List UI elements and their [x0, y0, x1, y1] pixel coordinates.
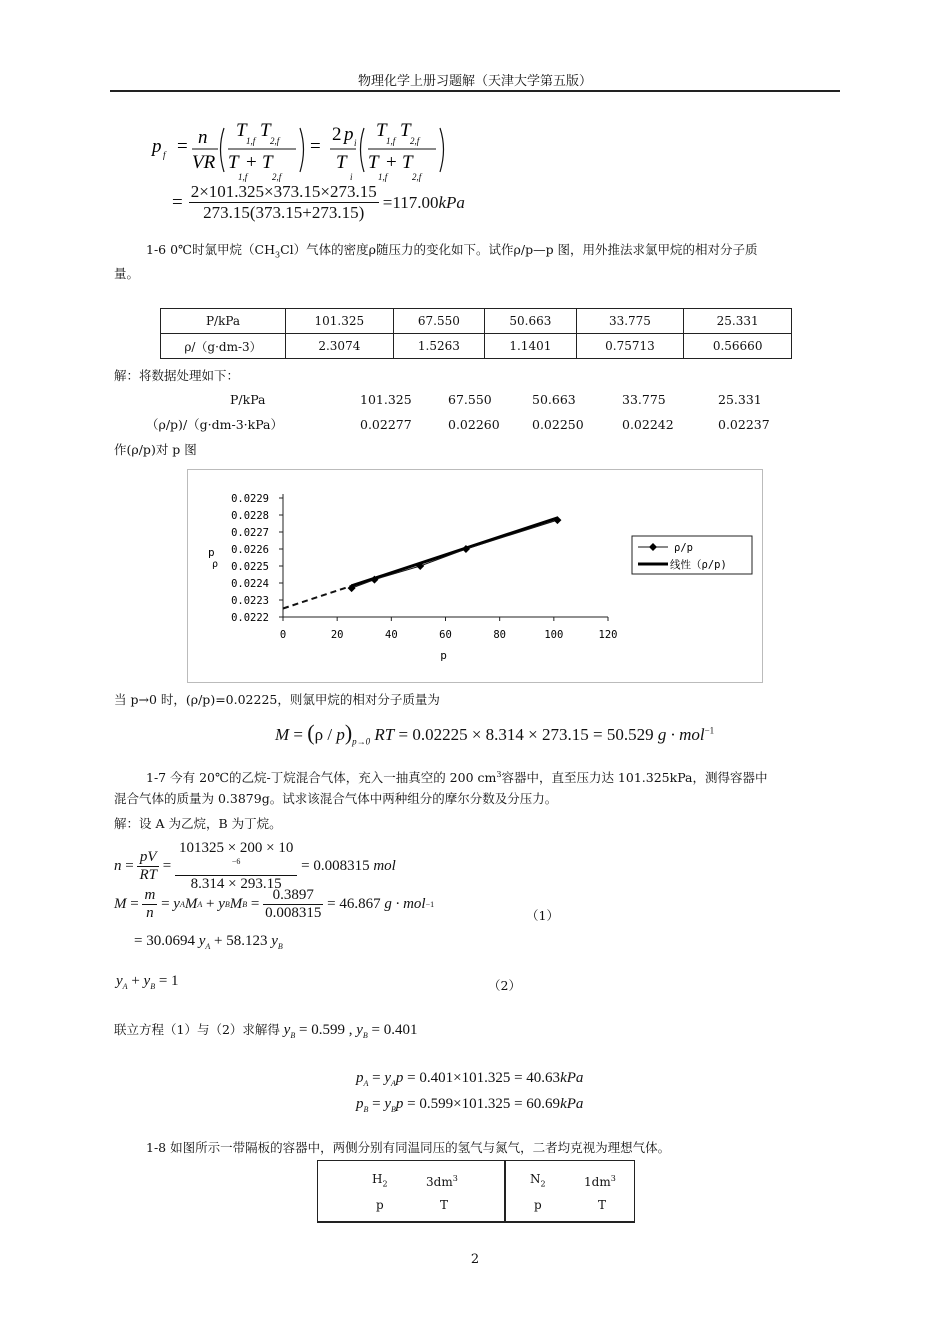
formula-m-1-6: $M = (\rho / p)_{p\to 0}$ RT = 0.02225 × 8.314 × 273.15 = 50.529 g · mol$^{-1}$ — [275, 720, 715, 747]
extrapolation-line — [283, 586, 352, 609]
table-cell: ρ/（g·dm-3） — [161, 334, 286, 359]
y-tick-label: 0.0228 — [231, 510, 269, 522]
solve-vals: = 0.599 , — [298, 1022, 353, 1038]
formula-pf-den: 273.15(373.15+273.15) — [203, 203, 365, 222]
svg-text:T: T — [368, 152, 379, 173]
m-den: 0.008315 — [265, 905, 322, 921]
table-cell: 25.331 — [684, 309, 792, 334]
right-gas-sub: 2 — [540, 1179, 546, 1189]
y-axis-label: p — [208, 546, 215, 559]
right-pressure: p — [534, 1198, 542, 1212]
left-pressure: p — [376, 1198, 384, 1212]
svg-text:T: T — [336, 152, 347, 173]
problem-1-7-intro — [146, 765, 846, 788]
svg-text:T: T — [260, 120, 271, 141]
right-volume-sup: 3 — [610, 1174, 616, 1183]
svg-text:p: p — [344, 124, 354, 145]
left-temp: T — [440, 1198, 449, 1212]
pa-unit: kPa — [560, 1070, 584, 1086]
p17-intro-a: 1-7 今有 20℃的乙烷-丁烷混合气体，充入一抽真空的 200 cm — [146, 770, 497, 786]
solve-text: 联立方程（1）与（2）求解得 — [114, 1022, 280, 1037]
pb-unit: kPa — [560, 1096, 584, 1112]
x-tick-label: 100 — [544, 629, 564, 641]
formula-pf-result: 117.00 — [392, 192, 439, 212]
m-result: = 46.867 — [327, 896, 381, 912]
x-axis-label: p — [440, 649, 447, 662]
n-den: 8.314 × 293.15 — [190, 876, 282, 892]
processed-cell: 0.02250 — [532, 417, 584, 432]
extrapolation-text: 当 p→0 时，(ρ/p)=0.02225，则氯甲烷的相对分子质量为 — [114, 692, 440, 707]
svg-text:+: + — [246, 152, 257, 173]
svg-text:T: T — [400, 120, 411, 141]
formula-m-line2: = 30.0694 $y_A + 58.123$ $y_B$ — [134, 933, 283, 951]
table-cell: 33.775 — [576, 309, 684, 334]
left-gas-sub: 2 — [382, 1179, 388, 1189]
eq2-expr: = 1 — [158, 973, 179, 989]
eq1-tag: （1） — [526, 908, 559, 923]
formula-pb: $p_B = y_Bp = 0.599\times 101.325 = 60.69kPa$ — [356, 1096, 584, 1114]
left-volume-sup: 3 — [452, 1174, 458, 1183]
processed-cell: 101.325 — [360, 392, 412, 407]
svg-text:=: = — [310, 136, 321, 157]
right-volume — [584, 1169, 616, 1192]
problem-1-6-intro — [146, 240, 846, 266]
container-diagram — [317, 1160, 635, 1223]
n-unit: mol — [373, 858, 396, 874]
y-tick-label: 0.0222 — [231, 612, 269, 624]
x-tick-label: 120 — [598, 629, 618, 641]
left-volume-value: 3dm — [426, 1175, 453, 1189]
m-exp: −1 — [425, 900, 435, 909]
solution-label-1-7: 解：设 A 为乙烷，B 为丁烷。 — [114, 816, 282, 831]
plot-label: 作(ρ/p)对 p 图 — [114, 442, 197, 457]
svg-text:1,f: 1,f — [246, 136, 256, 146]
table-cell: 1.5263 — [393, 334, 484, 359]
processed-label-p: P/kPa — [230, 392, 266, 407]
svg-text:+: + — [386, 152, 397, 173]
svg-text:i: i — [350, 172, 353, 182]
formula-pa: $p_A = y_Ap = 0.401\times 101.325 = 40.63kPa$ — [356, 1070, 584, 1088]
p16-intro-b: Cl）气体的密度ρ随压力的变化如下。试作ρ/p—p 图，用外推法求氯甲烷的相对分子质 — [280, 242, 758, 257]
svg-text:T: T — [376, 120, 387, 141]
n-result: = 0.008315 — [301, 858, 370, 874]
y-tick-label: 0.0226 — [231, 544, 269, 556]
processed-cell: 0.02277 — [360, 417, 412, 432]
left-volume — [426, 1169, 458, 1192]
n-num-exp: −6 — [231, 857, 241, 866]
page-number: 2 — [470, 1252, 480, 1267]
svg-text:1,f: 1,f — [386, 136, 396, 146]
table-cell: 50.663 — [485, 309, 576, 334]
x-tick-label: 20 — [330, 629, 344, 641]
y-tick-label: 0.0229 — [231, 493, 269, 505]
m-line2-a: = 30.0694 — [134, 933, 195, 949]
left-gas-symbol: H — [372, 1172, 383, 1186]
data-table-1-6 — [160, 308, 792, 359]
svg-text:n: n — [198, 127, 208, 148]
y-tick-label: 0.0225 — [231, 561, 269, 573]
left-gas — [372, 1169, 388, 1194]
formula-eq2: $y_A + y_B = 1$ — [116, 973, 179, 991]
formula-pf-line2: = $\frac{2\times 101.325\times 373.15\times 273.15}{273.15(373.15+273.15)}$ = 117.00 kPa — [172, 182, 465, 222]
x-tick-label: 40 — [385, 629, 398, 641]
m-line2-b: + 58.123 — [214, 933, 268, 949]
p17-intro-sup: 3 — [496, 770, 502, 779]
svg-text:1,f: 1,f — [378, 172, 388, 182]
right-gas — [530, 1169, 546, 1194]
p17-intro-b: 容器中，直至压力达 101.325kPa，测得容器中 — [501, 770, 768, 786]
m-1-6-exp: −1 — [704, 725, 715, 736]
pb-expr: = 0.599×101.325 = 60.69 — [407, 1096, 561, 1112]
svg-text:T: T — [402, 152, 413, 173]
series-line — [352, 520, 558, 588]
eq2-tag: （2） — [488, 978, 521, 993]
solve-vals-2: = 0.401 — [371, 1022, 418, 1038]
legend-fit-label: 线性（ρ/p) — [670, 559, 727, 571]
header-rule — [110, 90, 840, 92]
m-1-6-unit: g · mol — [657, 725, 705, 744]
m-1-6-expr: = 0.02225 × 8.314 × 273.15 = 50.529 — [398, 725, 654, 744]
svg-text:=: = — [177, 136, 188, 157]
y-tick-label: 0.0227 — [231, 527, 269, 539]
svg-text:i: i — [354, 138, 357, 148]
legend-series-label: ρ/p — [674, 542, 693, 554]
svg-text:f: f — [163, 150, 166, 160]
y-tick-label: 0.0223 — [231, 595, 269, 607]
table-cell: 2.3074 — [286, 334, 394, 359]
svg-text:2,f: 2,f — [410, 136, 420, 146]
svg-text:2: 2 — [332, 124, 342, 145]
table-cell: 0.75713 — [576, 334, 684, 359]
formula-pf-num: 2×101.325×373.15×273.15 — [190, 182, 377, 201]
problem-1-7-intro-cont: 混合气体的质量为 0.3879g。试求该混合气体中两种组分的摩尔分数及分压力。 — [114, 791, 558, 806]
m-unit: g · mol — [384, 896, 426, 912]
m-num: 0.3897 — [263, 887, 323, 905]
problem-1-6-intro-cont: 量。 — [114, 266, 140, 281]
svg-text:T: T — [262, 152, 273, 173]
processed-cell: 25.331 — [718, 392, 762, 407]
table-cell: 101.325 — [286, 309, 394, 334]
processed-cell: 50.663 — [532, 392, 576, 407]
solution-label-1-6: 解：将数据处理如下： — [114, 368, 240, 383]
processed-row-1 — [140, 390, 790, 410]
partition — [504, 1161, 506, 1221]
right-temp: T — [598, 1198, 607, 1212]
svg-text:2,f: 2,f — [270, 136, 280, 146]
formula-pf-fraction — [189, 182, 379, 223]
chart-container — [187, 469, 763, 683]
y-tick-label: 0.0224 — [231, 578, 269, 590]
pa-expr: = 0.401×101.325 = 40.63 — [407, 1070, 561, 1086]
fit-line — [352, 518, 558, 586]
y-axis-label-sub: ρ — [212, 559, 219, 570]
formula-n: n = $\frac{pV}{RT}$ = 101325 × 200 × 10 $^{-6}$ 8.314 × 293.15 = 0.008315 mol — [114, 840, 396, 892]
processed-cell: 0.02237 — [718, 417, 770, 432]
svg-text:2,f: 2,f — [412, 172, 422, 182]
formula-m-1-7: M = $\frac{m}{n}$ = y A M A + y B M B = $\frac{0.3897}{0.008315}$ = 46.867 g · mol −1 — [114, 887, 435, 921]
svg-text:VR: VR — [192, 152, 216, 173]
chart-svg — [188, 470, 762, 682]
table-cell: 1.1401 — [485, 334, 576, 359]
page-header: 物理化学上册习题解（天津大学第五版） — [357, 74, 592, 89]
svg-text:p: p — [152, 136, 162, 157]
processed-cell: 67.550 — [448, 392, 492, 407]
processed-cell: 0.02242 — [622, 417, 674, 432]
n-num: 101325 × 200 × 10 — [178, 840, 294, 856]
processed-label-ratio: （ρ/p)/（g·dm-3·kPa） — [146, 417, 284, 432]
table-cell: P/kPa — [161, 309, 286, 334]
p16-intro-a: 1-6 0℃时氯甲烷（CH — [146, 242, 276, 257]
table-row — [161, 334, 792, 359]
processed-cell: 0.02260 — [448, 417, 500, 432]
p16-intro-sub: 3 — [275, 250, 281, 260]
formula-pf-unit: kPa — [438, 192, 465, 212]
right-volume-value: 1dm — [584, 1175, 611, 1189]
table-cell: 0.56660 — [684, 334, 792, 359]
processed-row-2 — [140, 415, 790, 435]
table-row — [161, 309, 792, 334]
processed-cell: 33.775 — [622, 392, 666, 407]
table-cell: 67.550 — [393, 309, 484, 334]
solve-line: 联立方程（1）与（2）求解得 $y_B = 0.599$ , $y_B = 0.401$ — [114, 1022, 418, 1040]
svg-text:T: T — [228, 152, 239, 173]
x-tick-label: 60 — [439, 629, 452, 641]
svg-text:T: T — [236, 120, 247, 141]
problem-1-8-intro: 1-8 如图所示一带隔板的容器中，两侧分别有同温同压的氢气与氮气，二者均克视为理想气体。 — [146, 1140, 671, 1155]
right-gas-symbol: N — [530, 1172, 541, 1186]
x-tick-label: 80 — [493, 629, 506, 641]
svg-text:1,f: 1,f — [238, 172, 248, 182]
x-tick-label: 0 — [279, 629, 287, 641]
svg-text:2,f: 2,f — [272, 172, 282, 182]
